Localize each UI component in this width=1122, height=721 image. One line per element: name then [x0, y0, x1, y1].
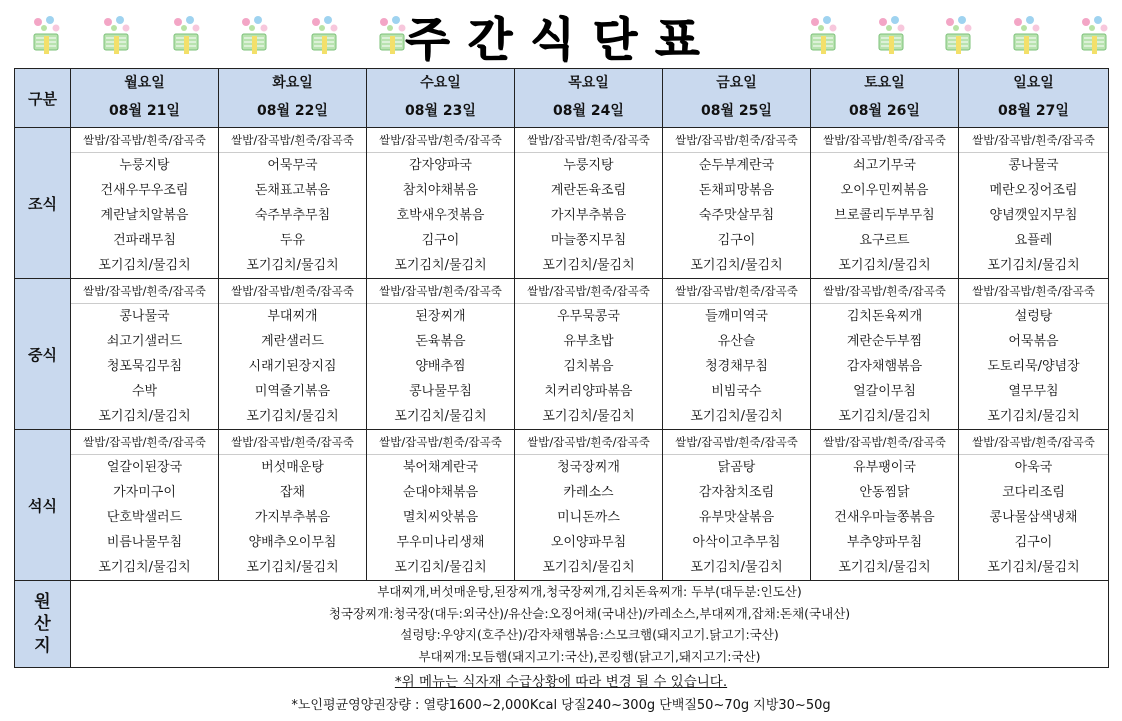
menu-item: 설렁탕: [1014, 309, 1053, 324]
day-date: 08월 25일: [701, 103, 772, 119]
flower-pot-icon: [236, 14, 272, 56]
menu-item: 단호박샐러드: [106, 510, 183, 525]
page-title: 주간식단표: [404, 12, 718, 66]
menu-item: 어묵무국: [267, 158, 318, 173]
menu-item: 쌀밥/잡곡밥/흰죽/잡곡죽: [219, 128, 366, 153]
menu-item: 콩나물국: [119, 309, 170, 324]
menu-item: 무우미나리생채: [396, 535, 485, 550]
meal-cell: [959, 279, 1109, 430]
menu-item: 부추양파무침: [846, 535, 923, 550]
menu-item: 요구르트: [859, 233, 910, 248]
change-notice: [0, 670, 1122, 690]
menu-item: 어묵볶음: [1008, 334, 1059, 349]
meal-cell: [71, 279, 219, 430]
menu-item: 포기김치/물김치: [690, 258, 783, 273]
menu-item: 시래기된장지짐: [248, 359, 337, 374]
meal-cell: [515, 430, 663, 581]
menu-item: 유부맛살볶음: [698, 510, 775, 525]
menu-item: 김치볶음: [563, 359, 614, 374]
menu-item: 수박: [131, 384, 158, 399]
day-header: [367, 69, 515, 128]
menu-item: 열무무침: [1008, 384, 1059, 399]
menu-item: 아삭이고추무침: [692, 535, 781, 550]
origin-line: 부대찌개:모듬햄(돼지고기:국산),콘킹햄(닭고기,돼지고기:국산): [418, 648, 761, 664]
menu-item: 순두부계란국: [698, 158, 775, 173]
menu-item: 포기김치/물김치: [690, 560, 783, 575]
menu-item: 카레소스: [563, 485, 614, 500]
meal-cell: [71, 430, 219, 581]
menu-item: 쌀밥/잡곡밥/흰죽/잡곡죽: [367, 128, 514, 153]
change-notice-text: *위 메뉴는 식자재 수급상황에 따라 변경 될 수 있습니다.: [394, 674, 728, 690]
meal-cell: [811, 430, 959, 581]
menu-item: 포기김치/물김치: [394, 560, 487, 575]
meal-label: 조식: [15, 128, 71, 279]
menu-item: 양배추찜: [415, 359, 466, 374]
origin-line: 부대찌개,버섯매운탕,된장찌개,청국장찌개,김치돈육찌개: 두부(대두분:인도산): [377, 584, 802, 599]
menu-item: 쌀밥/잡곡밥/흰죽/잡곡죽: [811, 128, 958, 153]
menu-item: 포기김치/물김치: [98, 560, 191, 575]
menu-item: 숙주맛살무침: [698, 208, 775, 223]
header-row: [15, 69, 1109, 128]
menu-item: 쌀밥/잡곡밥/흰죽/잡곡죽: [811, 279, 958, 304]
origin-line: 청국장찌개:청국장(대두:외국산)/유산슬:오징어채(국내산)/카레소스,부대찌개,잡채:돈채(국내산): [328, 605, 851, 621]
menu-item: 포기김치/물김치: [246, 560, 339, 575]
menu-item: 닭곰탕: [717, 460, 756, 475]
menu-item: 들깨미역국: [705, 309, 768, 324]
meal-label: 석식: [15, 430, 71, 581]
menu-item: 부대찌개: [267, 309, 318, 324]
menu-item: 포기김치/물김치: [987, 409, 1080, 424]
menu-item: 돈채표고볶음: [254, 183, 331, 198]
meal-cell: [219, 279, 367, 430]
origin-line: 설렁탕:우양지(호주산)/감자채햄볶음:스모크햄(돼지고기.닭고기:국산): [400, 627, 779, 642]
menu-table: [14, 68, 1109, 668]
menu-item: 쌀밥/잡곡밥/흰죽/잡곡죽: [219, 279, 366, 304]
menu-item: 유부팽이국: [853, 460, 916, 475]
menu-item: 쌀밥/잡곡밥/흰죽/잡곡죽: [959, 279, 1108, 304]
menu-item: 건새우마늘쫑볶음: [834, 510, 935, 525]
day-name: 화요일: [272, 75, 313, 91]
meal-cell: [71, 128, 219, 279]
menu-item: 쌀밥/잡곡밥/흰죽/잡곡죽: [811, 430, 958, 455]
menu-item: 얼갈이된장국: [106, 460, 183, 475]
menu-item: 아욱국: [1014, 460, 1053, 475]
menu-item: 두유: [279, 233, 306, 248]
menu-item: 감자채햄볶음: [846, 359, 923, 374]
meal-cell: [367, 430, 515, 581]
menu-item: 순대야채볶음: [402, 485, 479, 500]
flower-pot-icon: [28, 14, 64, 56]
menu-item: 북어채계란국: [402, 460, 479, 475]
menu-item: 쇠고기무국: [853, 158, 916, 173]
menu-item: 도토리묵/양념장: [987, 359, 1080, 374]
flower-pot-icon: [873, 14, 909, 56]
menu-item: 감자참치조림: [698, 485, 775, 500]
menu-item: 포기김치/물김치: [690, 409, 783, 424]
meal-label: 중식: [15, 279, 71, 430]
menu-item: 건새우무우조림: [100, 183, 189, 198]
menu-item: 쌀밥/잡곡밥/흰죽/잡곡죽: [367, 279, 514, 304]
menu-item: 쌀밥/잡곡밥/흰죽/잡곡죽: [71, 128, 218, 153]
menu-item: 된장찌개: [415, 309, 466, 324]
day-header: [515, 69, 663, 128]
menu-item: 양념깻잎지무침: [989, 208, 1078, 223]
nutrition-note: *노인평균영양권장량 : 열량1600~2,000Kcal 당질240~300g 단백질50~70g 지방30~50g: [291, 698, 831, 713]
menu-item: 계란돈육조림: [550, 183, 627, 198]
menu-item: 버섯매운탕: [261, 460, 324, 475]
menu-item: 비름나물무침: [106, 535, 183, 550]
day-date: 08월 27일: [998, 103, 1069, 119]
menu-item: 건파래무침: [113, 233, 176, 248]
day-name: 토요일: [864, 75, 905, 91]
day-header: [663, 69, 811, 128]
menu-item: 포기김치/물김치: [98, 409, 191, 424]
menu-item: 가자미구이: [113, 485, 176, 500]
flower-pot-icon: [1076, 14, 1112, 56]
menu-item: 김구이: [717, 233, 756, 248]
menu-item: 오이우민찌볶음: [840, 183, 929, 198]
day-name: 금요일: [716, 75, 757, 91]
day-date: 08월 21일: [109, 103, 180, 119]
menu-item: 돈채피망볶음: [698, 183, 775, 198]
meal-cell: [959, 128, 1109, 279]
flower-pot-icon: [168, 14, 204, 56]
menu-item: 콩나물국: [1008, 158, 1059, 173]
page-header: [0, 0, 1122, 68]
menu-item: 포기김치/물김치: [542, 409, 635, 424]
menu-item: 김구이: [421, 233, 460, 248]
menu-item: 계란샐러드: [261, 334, 324, 349]
menu-item: 포기김치/물김치: [246, 409, 339, 424]
menu-item: 포기김치/물김치: [542, 560, 635, 575]
menu-item: 쌀밥/잡곡밥/흰죽/잡곡죽: [515, 430, 662, 455]
menu-item: 포기김치/물김치: [98, 258, 191, 273]
meal-cell: [663, 279, 811, 430]
menu-item: 마늘쫑지무침: [550, 233, 627, 248]
meal-cell: [219, 128, 367, 279]
menu-item: 계란순두부찜: [846, 334, 923, 349]
menu-item: 포기김치/물김치: [394, 409, 487, 424]
menu-item: 계란날치알볶음: [100, 208, 189, 223]
menu-item: 누룽지탕: [119, 158, 170, 173]
menu-item: 쌀밥/잡곡밥/흰죽/잡곡죽: [515, 279, 662, 304]
meal-cell: [367, 279, 515, 430]
menu-item: 포기김치/물김치: [246, 258, 339, 273]
menu-item: 얼갈이무침: [853, 384, 916, 399]
menu-item: 코다리조림: [1002, 485, 1065, 500]
day-name: 월요일: [124, 75, 165, 91]
menu-item: 미역줄기볶음: [254, 384, 331, 399]
day-date: 08월 24일: [553, 103, 624, 119]
day-date: 08월 23일: [405, 103, 476, 119]
flower-pot-icon: [98, 14, 134, 56]
menu-item: 쌀밥/잡곡밥/흰죽/잡곡죽: [71, 430, 218, 455]
origin-row: [15, 581, 1109, 668]
meal-cell: [663, 430, 811, 581]
menu-item: 안동찜닭: [859, 485, 910, 500]
day-name: 목요일: [568, 75, 609, 91]
menu-item: 유부초밥: [563, 334, 614, 349]
menu-item: 메란오징어조림: [989, 183, 1078, 198]
menu-item: 비빔국수: [711, 384, 762, 399]
menu-item: 콩나물삼색냉채: [989, 510, 1078, 525]
meal-cell: [515, 128, 663, 279]
day-header: [811, 69, 959, 128]
menu-item: 유산슬: [717, 334, 756, 349]
menu-item: 돈육볶음: [415, 334, 466, 349]
menu-item: 멸치씨앗볶음: [402, 510, 479, 525]
menu-item: 오이양파무침: [550, 535, 627, 550]
menu-item: 포기김치/물김치: [542, 258, 635, 273]
menu-item: 쌀밥/잡곡밥/흰죽/잡곡죽: [71, 279, 218, 304]
menu-item: 쌀밥/잡곡밥/흰죽/잡곡죽: [367, 430, 514, 455]
menu-item: 쇠고기샐러드: [106, 334, 183, 349]
origin-label: 원 산 지: [15, 581, 71, 668]
menu-item: 가지부추볶음: [550, 208, 627, 223]
menu-item: 쌀밥/잡곡밥/흰죽/잡곡죽: [663, 279, 810, 304]
meal-cell: [219, 430, 367, 581]
meal-row: [15, 430, 1109, 581]
day-name: 수요일: [420, 75, 461, 91]
menu-item: 쌀밥/잡곡밥/흰죽/잡곡죽: [219, 430, 366, 455]
flower-pot-icon: [940, 14, 976, 56]
menu-item: 포기김치/물김치: [394, 258, 487, 273]
origin-info: [71, 581, 1109, 668]
menu-item: 쌀밥/잡곡밥/흰죽/잡곡죽: [515, 128, 662, 153]
meal-cell: [959, 430, 1109, 581]
menu-item: 포기김치/물김치: [987, 560, 1080, 575]
menu-item: 청경채무침: [705, 359, 768, 374]
meal-cell: [811, 279, 959, 430]
menu-item: 브로콜리두부무침: [834, 208, 935, 223]
header-label: 구분: [15, 69, 71, 128]
menu-item: 치커리양파볶음: [544, 384, 633, 399]
flower-pot-icon: [805, 14, 841, 56]
meal-cell: [811, 128, 959, 279]
menu-item: 포기김치/물김치: [838, 560, 931, 575]
menu-item: 호박새우젓볶음: [396, 208, 485, 223]
menu-item: 포기김치/물김치: [838, 409, 931, 424]
menu-item: 우무묵콩국: [557, 309, 620, 324]
day-date: 08월 22일: [257, 103, 328, 119]
day-header: [71, 69, 219, 128]
day-date: 08월 26일: [849, 103, 920, 119]
menu-item: 쌀밥/잡곡밥/흰죽/잡곡죽: [663, 128, 810, 153]
menu-item: 콩나물무침: [409, 384, 472, 399]
menu-item: 미니돈까스: [557, 510, 620, 525]
day-name: 일요일: [1013, 75, 1054, 91]
menu-item: 쌀밥/잡곡밥/흰죽/잡곡죽: [959, 430, 1108, 455]
menu-item: 누룽지탕: [563, 158, 614, 173]
menu-item: 청국장찌개: [557, 460, 620, 475]
menu-item: 가지부추볶음: [254, 510, 331, 525]
meal-cell: [367, 128, 515, 279]
flower-pot-icon: [1008, 14, 1044, 56]
menu-item: 김치돈육찌개: [846, 309, 923, 324]
meal-row: [15, 279, 1109, 430]
menu-item: 쌀밥/잡곡밥/흰죽/잡곡죽: [663, 430, 810, 455]
meal-cell: [663, 128, 811, 279]
menu-item: 청포묵김무침: [106, 359, 183, 374]
menu-item: 숙주부추무침: [254, 208, 331, 223]
day-header: [959, 69, 1109, 128]
menu-item: 양배추오이무침: [248, 535, 337, 550]
menu-item: 감자양파국: [409, 158, 472, 173]
menu-item: 쌀밥/잡곡밥/흰죽/잡곡죽: [959, 128, 1108, 153]
menu-item: 요플레: [1014, 233, 1053, 248]
menu-item: 김구이: [1014, 535, 1053, 550]
meal-cell: [515, 279, 663, 430]
menu-item: 잡채: [279, 485, 306, 500]
menu-item: 포기김치/물김치: [838, 258, 931, 273]
day-header: [219, 69, 367, 128]
menu-item: 포기김치/물김치: [987, 258, 1080, 273]
flower-pot-icon: [306, 14, 342, 56]
menu-item: 참치야채볶음: [402, 183, 479, 198]
meal-row: [15, 128, 1109, 279]
